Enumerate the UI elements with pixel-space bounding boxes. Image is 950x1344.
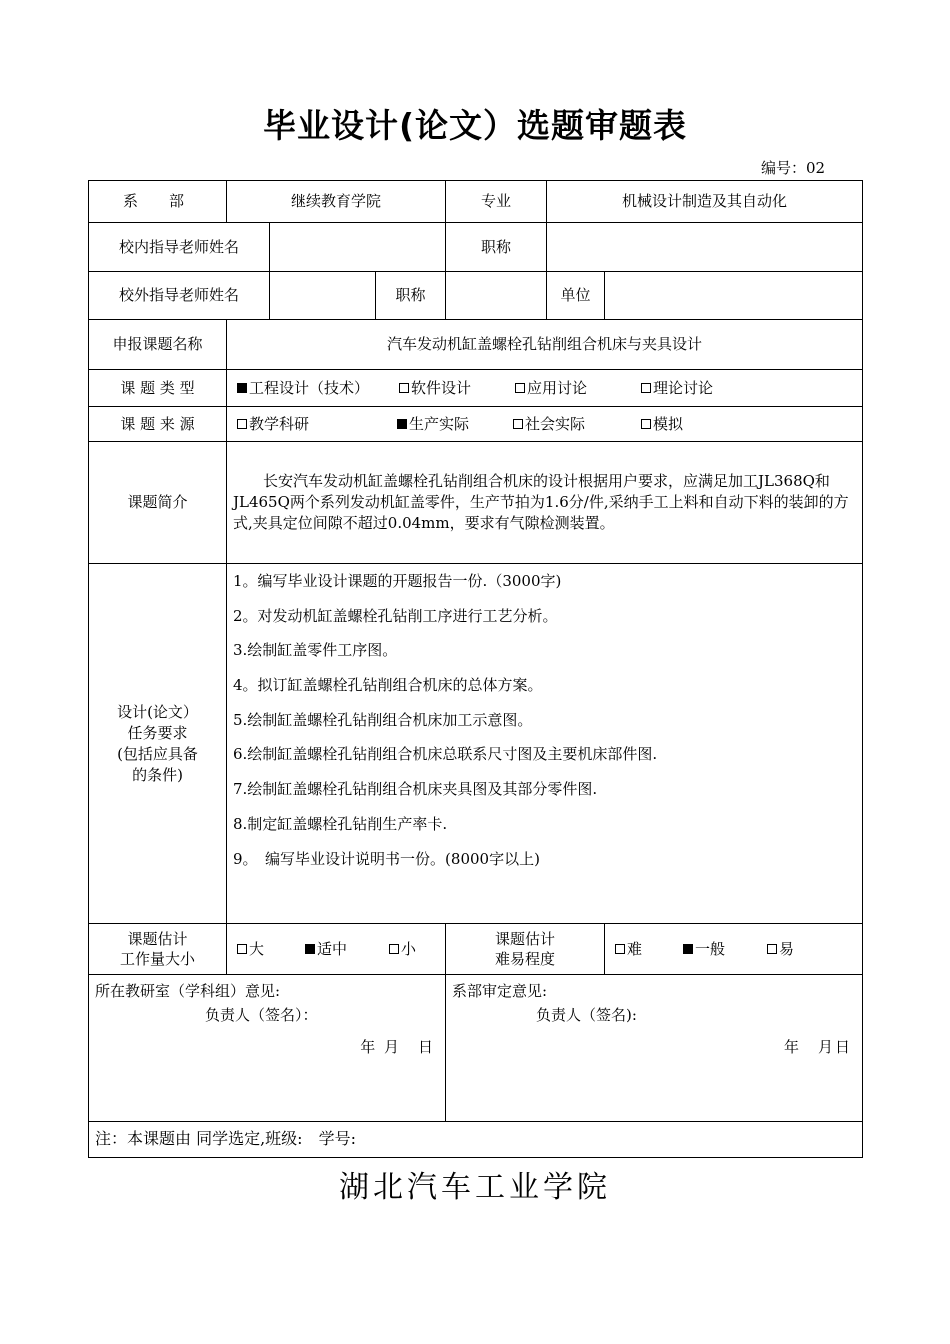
- task-label: 设计(论文） 任务要求 (包括应具备 的条件): [89, 564, 227, 924]
- difficulty-options: [605, 924, 863, 975]
- difficulty-label: 课题估计 难易程度: [446, 924, 605, 975]
- workload-label: 课题估计 工作量大小: [89, 924, 227, 975]
- task-item: 9。 编写毕业设计说明书一份。(8000字以上): [233, 849, 540, 868]
- dept-opinion-label: 系部审定意见:: [452, 982, 548, 1000]
- checkbox-icon: [683, 944, 693, 954]
- option-engineering[interactable]: 工程设计（技术）: [237, 378, 399, 399]
- task-item: 1。编写毕业设计课题的开题报告一份.（3000字): [233, 572, 562, 590]
- task-item: 5.绘制缸盖螺栓孔钻削组合机床加工示意图。: [233, 710, 533, 729]
- checkbox-icon: [515, 383, 525, 393]
- intro-text: 长安汽车发动机缸盖螺栓孔钻削组合机床的设计根据用户要求，应满足加工JL368Q和JL465Q两个系列发动机缸盖零件，生产节拍为1.6分/件,采纳手工上料和自动下料的装卸的方式,夹具定位间隙不超过0.04mm，要求有气隙检测装置。: [227, 442, 863, 564]
- internal-advisor-rank[interactable]: [547, 223, 863, 272]
- form-title: 毕业设计(论文）选题审题表: [262, 106, 688, 145]
- dept-opinion-cell[interactable]: [446, 975, 863, 1122]
- option-simulation[interactable]: 模拟: [641, 414, 683, 435]
- intro-label: 课题简介: [89, 442, 227, 564]
- option-large[interactable]: 大: [237, 939, 305, 960]
- section-date: 年 月 日: [360, 1038, 436, 1056]
- note-row: [89, 1122, 863, 1158]
- internal-advisor-label: 校内指导老师姓名: [89, 223, 270, 272]
- task-item: 6.绘制缸盖螺栓孔钻削组合机床总联系尺寸图及主要机床部件图.: [233, 745, 658, 764]
- task-item: 2。对发动机缸盖螺栓孔钻削工序进行工艺分析。: [233, 606, 558, 625]
- task-item: 7.绘制缸盖螺栓孔钻削组合机床夹具图及其部分零件图.: [233, 780, 598, 799]
- option-normal[interactable]: 一般: [683, 939, 767, 960]
- option-theory[interactable]: 理论讨论: [641, 378, 713, 399]
- option-hard[interactable]: 难: [615, 939, 683, 960]
- topic-type-label: 课 题 类 型: [89, 370, 227, 407]
- dept-label: 系 部: [89, 181, 227, 223]
- external-advisor-row: [89, 272, 863, 320]
- internal-advisor-name[interactable]: [270, 223, 446, 272]
- task-item: 8.制定缸盖螺栓孔钻削生产率卡.: [233, 814, 448, 833]
- checkbox-icon: [513, 419, 523, 429]
- major-label: 专业: [446, 181, 547, 223]
- topic-name-label: 申报课题名称: [89, 320, 227, 370]
- checkbox-icon: [641, 383, 651, 393]
- opinion-row: [89, 975, 863, 1122]
- option-easy[interactable]: 易: [767, 939, 794, 960]
- estimate-row: [89, 924, 863, 975]
- workload-options: [227, 924, 446, 975]
- internal-advisor-row: [89, 223, 863, 272]
- section-sign-label: 负责人（签名）：: [205, 1006, 318, 1024]
- checkbox-icon: [305, 944, 315, 954]
- checkbox-icon: [767, 944, 777, 954]
- unit-value[interactable]: [605, 272, 863, 320]
- topic-source-row: [89, 407, 863, 442]
- topic-type-options: [227, 370, 863, 407]
- option-software[interactable]: 软件设计: [399, 378, 515, 399]
- option-research[interactable]: 教学科研: [237, 414, 397, 435]
- external-advisor-label: 校外指导老师姓名: [89, 272, 270, 320]
- topic-type-row: [89, 370, 863, 407]
- topic-name-row: [89, 320, 863, 370]
- checkbox-icon: [397, 419, 407, 429]
- dept-row: [89, 181, 863, 223]
- dept-sign-label: 负责人（签名):: [536, 1006, 637, 1024]
- external-advisor-rank[interactable]: [446, 272, 547, 320]
- section-opinion-label: 所在教研室（学科组）意见:: [95, 982, 281, 1000]
- review-form-table: [88, 180, 863, 1158]
- task-item: 3.绘制缸盖零件工序图。: [233, 641, 398, 660]
- major-value: 机械设计制造及其自动化: [547, 181, 863, 223]
- task-row: [89, 564, 863, 924]
- topic-source-label: 课 题 来 源: [89, 407, 227, 442]
- unit-label: 单位: [547, 272, 605, 320]
- option-social[interactable]: 社会实际: [513, 414, 641, 435]
- section-opinion-cell[interactable]: [89, 975, 446, 1122]
- note-text: 注：本课题由 同学选定,班级: 学号:: [89, 1122, 863, 1158]
- external-advisor-rank-label: 职称: [376, 272, 446, 320]
- checkbox-icon: [389, 944, 399, 954]
- checkbox-icon: [615, 944, 625, 954]
- school-name: 湖北汽车工业学院: [339, 1170, 611, 1205]
- option-medium[interactable]: 适中: [305, 939, 389, 960]
- checkbox-icon: [237, 383, 247, 393]
- dept-date: 年 月日: [784, 1038, 853, 1056]
- checkbox-icon: [399, 383, 409, 393]
- dept-value: 继续教育学院: [227, 181, 446, 223]
- task-item: 4。拟订缸盖螺栓孔钻削组合机床的总体方案。: [233, 676, 543, 695]
- checkbox-icon: [237, 419, 247, 429]
- topic-source-options: [227, 407, 863, 442]
- option-applied[interactable]: 应用讨论: [515, 378, 641, 399]
- option-small[interactable]: 小: [389, 939, 416, 960]
- option-production[interactable]: 生产实际: [397, 414, 513, 435]
- document-number: 编号：02: [761, 159, 826, 177]
- checkbox-icon: [237, 944, 247, 954]
- external-advisor-name[interactable]: [270, 272, 376, 320]
- task-list: [227, 564, 863, 924]
- topic-name-value: 汽车发动机缸盖螺栓孔钻削组合机床与夹具设计: [227, 320, 863, 370]
- checkbox-icon: [641, 419, 651, 429]
- intro-row: [89, 442, 863, 564]
- internal-advisor-rank-label: 职称: [446, 223, 547, 272]
